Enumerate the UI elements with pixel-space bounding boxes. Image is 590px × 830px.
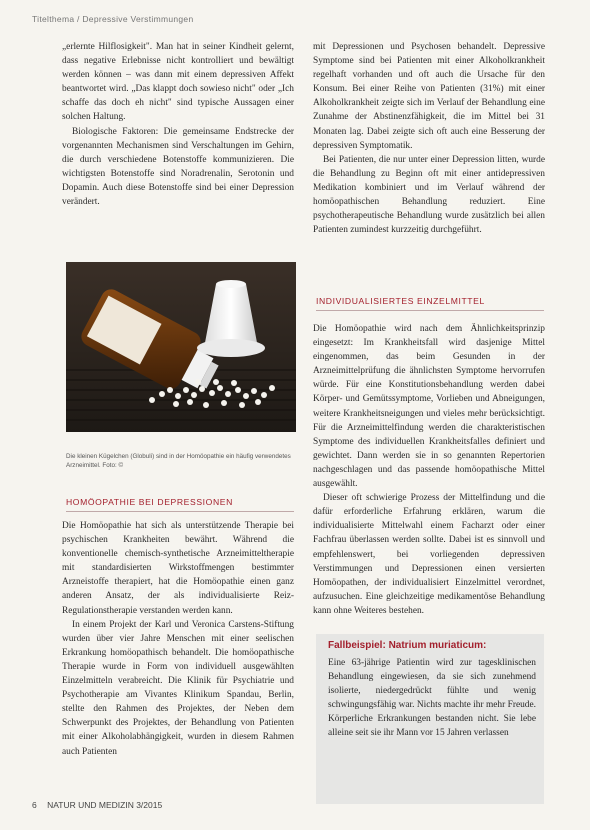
case-study-title: Fallbeispiel: Natrium muriaticum: — [328, 640, 487, 651]
section-rule — [316, 310, 544, 311]
section-rule — [66, 511, 294, 512]
body-paragraph: Bei Patienten, die nur unter einer Depression litten, wurde die Behandlung zu Beginn oft mit einer antidepressiven Medikation kombiniert und im Verlauf während der homöopathischen Behandlung reduziert. Eine psychotherapeutische Behandlung wurde zusätzlich bei allen Patienten zumindest kurzzeitig durchgeführt. — [313, 154, 545, 236]
page-footer — [32, 800, 162, 810]
case-study-box — [316, 634, 544, 804]
body-paragraph: Die Homöopathie wird nach dem Ähnlichkeitsprinzip eingesetzt: Im Krankheitsfall wird dasjenige Mittel eingenommen, das beim Gesunden in der Arzneimittelprüfung die ähnlichsten Symptome hervorrufen würde. Für eine Konstitutionsbehandlung werden dabei Körper- und Gemütssymptome, Vorlieben und Abneigungen, weitere Krankheitsneigungen und vieles mehr berücksichtigt. Für die Arzneimittelfindung werden die charakteristischen Symptome des individuellen Krankheitsfalles definiert und gewichtet. Dann werden sie in so genannten Repertorien nachgeschlagen und das passende homöopathische Mittel ausgewählt. — [313, 324, 545, 490]
body-paragraph: Dieser oft schwierige Prozess der Mittelfindung und die dafür erforderliche Erfahrung erklären, warum die individualisierte Mittelwahl einem Facharzt oder einer Fachfrau überlassen werden sollte. Dabei ist es sinnvoll und empfehlenswert, bei vorliegenden depressiven Verstimmungen und Depressionen einen versierten Homöopathen, der individualisiert Einzelmittel verordnet, aufzusuchen. Eine gleichzeitige medikamentöse Behandlung kann ohne Weiteres bestehen. — [313, 493, 545, 616]
publication-name: NATUR UND MEDIZIN 3/2015 — [47, 800, 163, 810]
body-paragraph: „erlernte Hilflosigkeit". Man hat in seiner Kindheit gelernt, dass negative Erlebnisse nicht kontrolliert und bewältigt werden können – was dann mit einem depressiven Affekt beantwortet wird. „Das klappt doch sowieso nicht" oder „Ich schaffe das doch eh nicht" sind typische Aussagen einer solchen Haltung. — [62, 42, 294, 123]
section-heading: INDIVIDUALISIERTES EINZELMITTEL — [316, 296, 485, 306]
section-heading: HOMÖOPATHIE BEI DEPRESSIONEN — [66, 497, 233, 507]
right-column-lower — [313, 322, 545, 618]
body-paragraph: In einem Projekt der Karl und Veronica Carstens-Stiftung wurden über vier Jahre Menschen mit einer seelischen Erkrankung homöopathisch behandelt. Die homöopathische Therapie wurde in Form von individuell ausgewählten Einzelmitteln verabreicht. Die Klinik für Psychiatrie und Psychotherapie am Vivantes Klinikum Spandau, Berlin, stellte den Rahmen des Projektes, der Neben dem Schwerpunkt des Projektes, der Behandlung von Patienten mit einer Alkoholabhängigkeit, wurden in diesem Rahmen auch Patienten — [62, 619, 294, 757]
running-header: Titelthema / Depressive Verstimmungen — [32, 14, 194, 24]
case-study-text: Eine 63-jährige Patientin wird zur tagesklinischen Behandlung eingewiesen, da sie sich zunehmend isolierte, niedergedrückt fühlte und wenig schwingungsfähig war. Nichts machte ihr mehr Freude. Körperliche Erkrankungen bestanden nicht. Sie lebe alleine seit sie ihr Mann vor 15 Jahren verlassen — [328, 658, 536, 739]
body-paragraph: Die Homöopathie hat sich als unterstützende Therapie bei psychischen Krankheiten bewährt. Während die konventionelle chemisch-synthetische Arzneimitteltherapie mit standardisierten Wirkstoffmengen bestimmter Arzneistoffe therapiert, hat die Homöopathie einen ganz anderen Ansatz, der als individualisierte Reiz-Regulationstherapie verstanden werden kann. — [62, 521, 294, 616]
body-paragraph: mit Depressionen und Psychosen behandelt. Depressive Symptome sind bei Patienten mit einer Alkoholkrankheit regelhaft vorhanden und oft auch die Ursache für den Konsum. Bei einer Reihe von Patienten (31%) mit einer Alkoholkrankheit zeigte sich im Verlauf der Behandlung eine Zunahme der Abstinenzfähigkeit, die im Mittel bei 31 Monaten lag. Dabei zeigte sich oft auch eine Besserung der depressiven Symptomatik. — [313, 42, 545, 151]
left-column — [62, 40, 294, 209]
body-paragraph: Biologische Faktoren: Die gemeinsame Endstrecke der vorgenannten Mechanismen sind Verschaltungen im Gehirn, die durch verschiedene Botenstoffe kommunizieren. Die wichtigsten Botenstoffe sind Noradrenalin, Serotonin und Dopamin. Auch diese Botenstoffe sind bei einer Depression verändert. — [62, 126, 294, 208]
photo-caption: Die kleinen Kügelchen (Globuli) sind in der Homöopathie ein häufig verwendetes Arzneimittel. Foto: © — [66, 453, 291, 469]
globuli-bottle-photo — [66, 262, 296, 432]
right-column — [313, 40, 545, 237]
page-number: 6 — [32, 800, 37, 810]
left-column-lower — [62, 519, 294, 759]
